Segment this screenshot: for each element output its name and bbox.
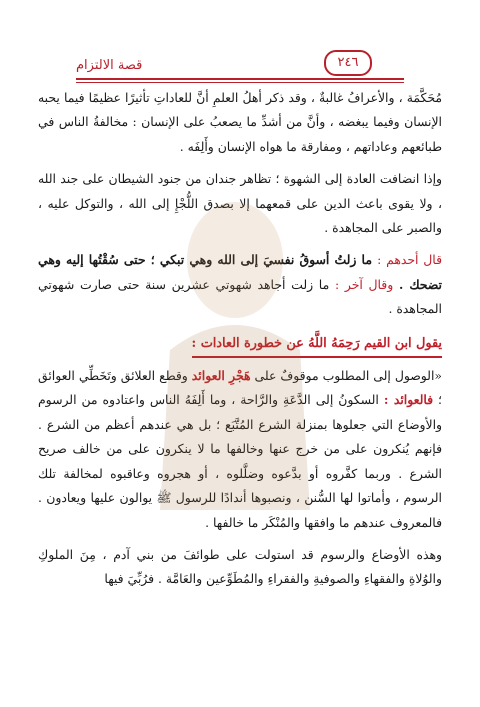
page-header: [38, 0, 442, 86]
page-number-badge: ٢٤٦: [324, 50, 372, 76]
paragraph-3: [38, 248, 442, 321]
paragraph-1: مُحَكَّمَة ، والأعرافُ غالبةٌ ، وقد ذكر أهلُ العلمِ أنَّ للعاداتِ تأثيرًا عظيمًا فيما يحبه الإنسان وفيما يبغضه ، وأنَّ من أشدِّ ما يصعبُ على الإنسان : مخالفةُ الناس في طبائعهم وعاداتهم ، ومفارقة ما هواه الإنسان وأَلِفَه .: [38, 90, 442, 154]
header-rule-thin: [76, 82, 404, 83]
section-heading-wrap: [38, 330, 442, 364]
quote-text-1: ما زلتُ أسوقُ نفسيَ إلى الله وهي تبكي ؛ حتى سُقْتُها إليه وهي تضحك .: [38, 252, 442, 292]
paragraph-4-part-a: «الوصول إلى المطلوب موقوفٌ على: [250, 368, 442, 384]
quote-label-1: قال أحدهم :: [377, 252, 442, 268]
quote-text-2: ما زلت أجاهد شهوتي عشرين سنة حتى صارت شهوتي المجاهدة .: [38, 276, 442, 317]
term-hajr-awaid: هَجْرِ العوائد: [191, 368, 251, 384]
page-body: [38, 86, 442, 592]
paragraph-4-part-c: السكونُ إلى الدَّعَةِ والرَّاحة ، وما أَلِفَهُ الناس واعتادوه من الرسوم والأوضاع التي جعلوها بمنزلة الشرع المُتَّبَع ؛ بل هي عندهم أعظم من الشرع . فإنهم يُنكرون على من خرج عنها وخالفها ما لا ينكرون على من خالف صريح الشرع . وربما كفَّروه أو بدَّعوه وضلَّلوه ، أو هجروه وعاقبوه لمخالفة تلك الرسوم ، وأماتوا لها السُّنن ، ونصبوها أندادًا للرسول ﷺ يوالون عليها ويعادون . فالمعروف عندهم ما وافقها والمُنْكَر ما خالفها .: [38, 392, 442, 530]
paragraph-5: وهذه الأوضاع والرسوم قد استولت على طوائفَ من بني آدم ، مِنَ الملوكِ والوُلاةِ والفقهاءِ والصوفيةِ والفقراءِ والمُطَوِّعين والعَامَّة . فرُبِّيَ فيها: [38, 546, 442, 587]
paragraph-2: وإذا انضافت العادة إلى الشهوة ؛ تظاهر جندان من جنود الشيطان على جند الله ، ولا يقوى باعث الدين على قمعهما إلا بصدق اللُّجْإِ إلى الله ، والتوكل عليه ، والصبر على المجاهدة .: [38, 171, 442, 236]
term-awaid: فالعوائد :: [383, 392, 434, 408]
header-rule: [76, 78, 404, 80]
paragraph-4: [38, 364, 442, 535]
quote-label-2: وقال آخر :: [334, 276, 399, 292]
section-heading: يقول ابن القيم رَحِمَهُ اللَّهُ عن خطورة العادات :: [192, 332, 442, 358]
paragraph-4-part-b: وقطع العلائق وتَخَطِّي العوائق ؛: [38, 368, 442, 408]
book-title: قصة الالتزام: [76, 58, 143, 73]
